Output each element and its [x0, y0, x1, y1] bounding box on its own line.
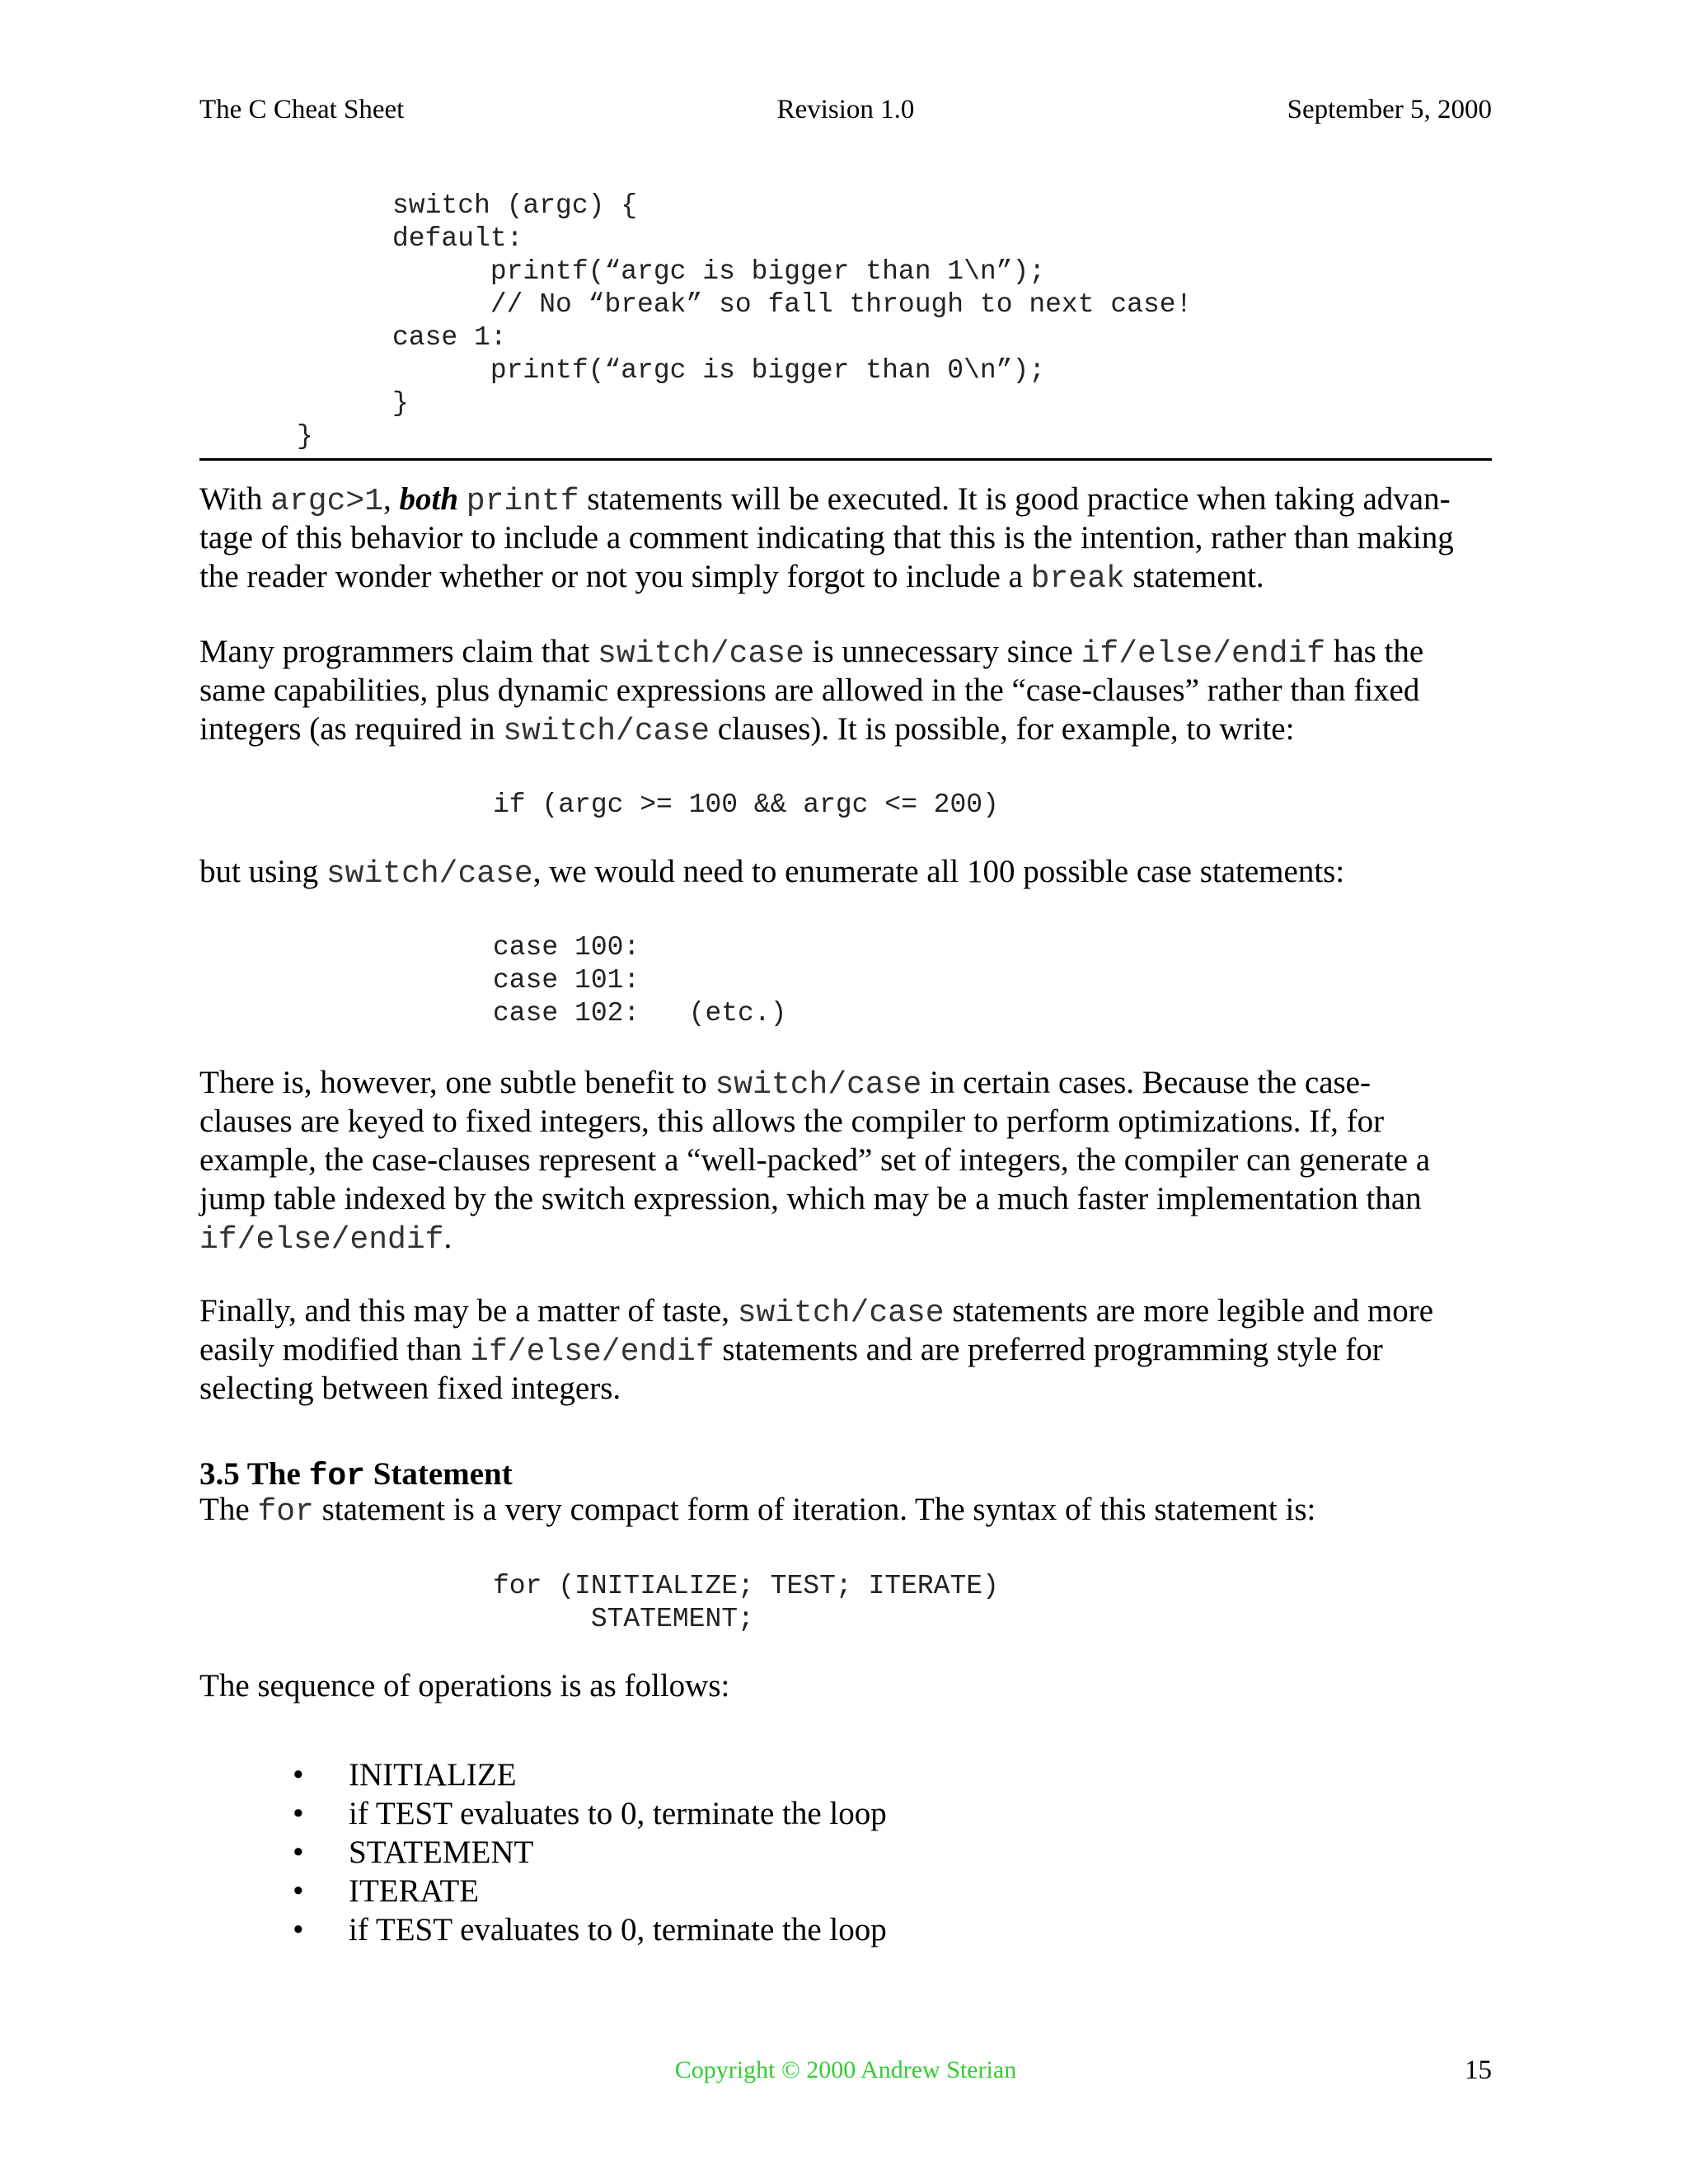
- bullet-icon: •: [293, 1912, 304, 1947]
- list-item: • ITERATE: [293, 1873, 480, 1909]
- header-date: September 5, 2000: [1287, 95, 1492, 124]
- header-revision: Revision 1.0: [776, 95, 915, 124]
- code-line: for (INITIALIZE; TEST; ITERATE): [493, 1571, 999, 1601]
- code-closing-brace: }: [297, 421, 313, 452]
- code-block-switch: [392, 190, 1192, 420]
- code-line: switch (argc) {: [392, 190, 638, 221]
- horizontal-rule: [199, 458, 1492, 461]
- list-item: • STATEMENT: [293, 1835, 534, 1870]
- text-line: selecting between fixed integers.: [199, 1371, 621, 1406]
- text-line: easily modified than if/else/endif statements and are preferred programming style for: [199, 1332, 1383, 1370]
- paragraph-matter-of-taste: [199, 1291, 1510, 1408]
- text-line: the reader wonder whether or not you simply forgot to include a break statement.: [199, 559, 1264, 597]
- text-line: example, the case-clauses represent a “well-packed” set of integers, the compiler can generate a: [199, 1142, 1431, 1178]
- page-footer: [199, 2052, 1492, 2088]
- text-line: clauses are keyed to fixed integers, this allows the compiler to perform optimizations. If, for: [199, 1104, 1385, 1139]
- text-line: There is, however, one subtle benefit to switch/case in certain cases. Because the case-: [199, 1065, 1371, 1103]
- list-item: • if TEST evaluates to 0, terminate the loop: [293, 1796, 887, 1831]
- bullet-icon: •: [293, 1835, 304, 1870]
- text-line: same capabilities, plus dynamic expressions are allowed in the “case-clauses” rather than fixed: [199, 673, 1420, 708]
- code-line: case 102: (etc.): [493, 998, 787, 1029]
- page-header: [199, 91, 1492, 129]
- sequence-list: [293, 1755, 887, 1949]
- header-title: The C Cheat Sheet: [199, 95, 405, 124]
- code-line: case 1:: [392, 322, 507, 353]
- text-line: jump table indexed by the switch expression, which may be a much faster implementation than: [199, 1181, 1422, 1216]
- code-line: default:: [392, 223, 523, 254]
- text-line: integers (as required in switch/case clauses). It is possible, for example, to write:: [199, 711, 1295, 749]
- code-line: }: [392, 388, 409, 419]
- text-line: The sequence of operations is as follows:: [199, 1668, 730, 1704]
- code-line: case 100:: [493, 932, 640, 963]
- page-number: 15: [1465, 2055, 1492, 2085]
- text-line: if/else/endif.: [199, 1220, 452, 1258]
- code-if-range: if (argc >= 100 && argc <= 200): [493, 790, 999, 820]
- code-block-for: [493, 1570, 999, 1636]
- copyright-notice: Copyright © 2000 Andrew Sterian: [674, 2056, 1017, 2083]
- code-line: printf(“argc is bigger than 1\n”);: [392, 256, 1046, 287]
- paragraph-switch-unnecessary: [199, 632, 1510, 748]
- bullet-icon: •: [293, 1873, 304, 1909]
- paragraph-subtle-benefit: [199, 1063, 1510, 1257]
- bullet-icon: •: [293, 1757, 304, 1793]
- text-line: Finally, and this may be a matter of taste, switch/case statements are more legible and more: [199, 1293, 1433, 1331]
- text-line: tage of this behavior to include a comment indicating that this is the intention, rather than making: [199, 520, 1454, 555]
- paragraph-enumerate-cases: [199, 852, 1510, 891]
- text-line: The for statement is a very compact form of iteration. The syntax of this statement is:: [199, 1492, 1316, 1530]
- code-line: STATEMENT;: [493, 1604, 754, 1634]
- list-item: • INITIALIZE: [293, 1757, 517, 1793]
- text-line: Many programmers claim that switch/case is unnecessary since if/else/endif has the: [199, 634, 1424, 672]
- code-line: case 101:: [493, 965, 640, 996]
- code-line: printf(“argc is bigger than 0\n”);: [392, 355, 1046, 386]
- text-line: With argc>1, both printf statements will be executed. It is good practice when taking advan-: [199, 481, 1451, 519]
- code-line: // No “break” so fall through to next case!: [392, 289, 1193, 320]
- code-block-cases: [493, 931, 786, 1030]
- text-line: but using switch/case, we would need to enumerate all 100 possible case statements:: [199, 854, 1345, 892]
- paragraph-for-syntax: [199, 1490, 1510, 1529]
- bullet-icon: •: [293, 1796, 304, 1831]
- list-item: • if TEST evaluates to 0, terminate the loop: [293, 1912, 887, 1947]
- paragraph-both-printf: [199, 480, 1510, 596]
- section-heading: 3.5 The for Statement: [199, 1456, 513, 1494]
- paragraph-sequence-intro: [199, 1666, 1510, 1705]
